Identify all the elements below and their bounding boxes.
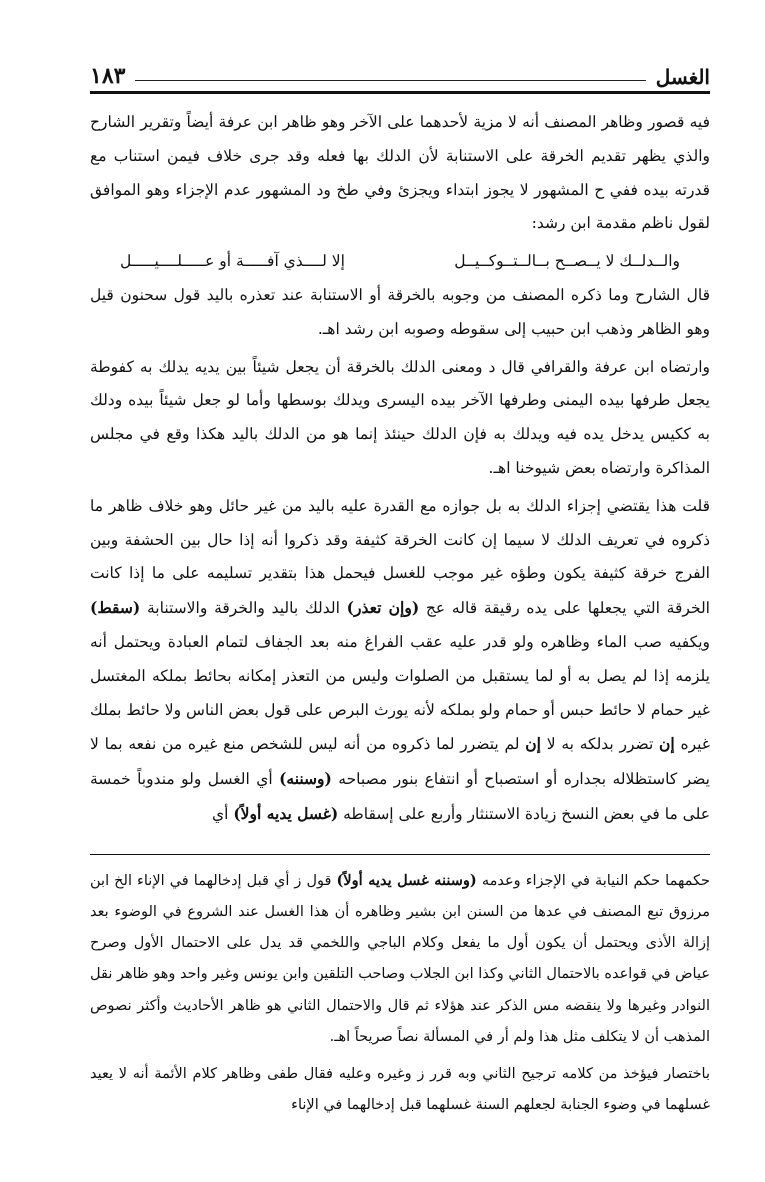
footnote-separator <box>90 854 710 855</box>
text-run: حكمهما حكم النيابة في الإجزاء وعدمه <box>481 872 710 889</box>
book-page <box>90 55 710 1127</box>
matn-phrase: (وإن تعذر) <box>346 598 420 618</box>
text-run: أي الغسل ولو مندوباً خمسة على ما في بعض النسخ زيادة الاستنثار وأربع على إسقاطه <box>90 770 710 823</box>
matn-phrase: (وسننه غسل يديه أولاً) <box>336 871 477 889</box>
text-run: ويكفيه صب الماء وظاهره ولو قدر عليه عقب الفراغ منه بعد الجفاف لتمام العبادة ويحتمل أنه يلزمه إذا لم يصل به أو لما يستقبل من الصلوات وليس من التعذر إمكانه بحائط بملكه المغتسل غير حمام لا حائط حبس أو حمام ولو بملكه لأنه يورث البرص على قول بعض الناس ولا حائط بملك غيره <box>90 632 710 754</box>
matn-phrase: إن <box>659 734 675 754</box>
footnotes <box>90 865 710 1122</box>
verse-line <box>90 245 710 279</box>
page-number: ١٨٣ <box>90 63 126 89</box>
verse-first-hemistich: والــدلــك لا يــصــح بــالــتــوكــيــل <box>454 252 680 271</box>
running-header <box>90 55 710 89</box>
header-rule <box>90 91 710 94</box>
text-run: قول ز أي قبل إدخالهما في الإناء الخ ابن مرزوق تبع المصنف في عدها من السنن ابن بشير وظاهره أن هذا الغسل عند الشروع في الوضوء بعد إزالة الأذى ويحتمل أن يكون أول ما يفعل وكلام الباجي واللخمي قد يدل على الاحتمال الأول وصرح عياض في قواعده بالاحتمال الثاني وكذا ابن الجلاب وصاحب التلقين وابن يونس وغير واحد وهو ظاهر نقل النوادر وغيرها ولا ينقضه مس الذكر عند هؤلاء ثم قال والاحتمال الثاني هو ظاهر الأحاديث وأكثر نصوص المذهب أن لا يتكلف مثل هذا ولم أر في المسألة نصاً صريحاً اهـ. <box>90 872 710 1045</box>
header-leader-line <box>135 80 645 81</box>
paragraph-1: فيه قصور وظاهر المصنف أنه لا مزية لأحدهما على الآخر وهو ظاهر ابن عرفة أيضاً وتقرير الشارح والذي يظهر تقديم الخرقة على الاستنابة لأن الدلك بها فعله وقد جرى خلاف فيمن استناب مع قدرته بيده ففي ح المشهور لا يجوز ابتداء ويجزئ وفي طخ ود المشهور عدم الإجزاء وهو الموافق لقول ناظم مقدمة ابن رشد: <box>90 113 710 233</box>
matn-phrase: (غسل يديه أولاً) <box>233 803 339 823</box>
text-run: لم يتضرر لما ذكروه من أنه ليس للشخص منع غيره من نفعه بما لا يضر كاستظلاله بجداره أو استصباح أو انتفاع بنور مصباحه <box>90 735 710 789</box>
text-run: قلت هذا يقتضي إجزاء الدلك به بل جوازه مع القدرة عليه باليد من غير حائل وهو خلاف ظاهر ما ذكروه في تعريف الدلك لا سيما إن كانت الخرقة كثيفة وقد ذكروا أنه إذا حال بين الحشفة وبين الفرج خرقة كثيفة يكون وطؤه غير موجب للغسل فيحمل هذا بتقدير تسليمه على ما إذا كانت الخرقة التي يجعلها على يده رقيقة قاله عج <box>90 496 710 618</box>
paragraph-4 <box>90 490 710 832</box>
matn-phrase: (وسننه) <box>279 769 332 789</box>
main-text <box>90 106 710 832</box>
paragraph-2: قال الشارح وما ذكره المصنف من وجوبه بالخرقة أو الاستنابة عند تعذره باليد قول سحنون قيل وهو الظاهر وذهب ابن حبيب إلى سقوطه وصوبه ابن رشد اهـ. <box>90 285 710 338</box>
matn-phrase: (سقط) <box>90 598 141 618</box>
footnote-1 <box>90 865 710 1053</box>
paragraph-3: وارتضاه ابن عرفة والقرافي قال د ومعنى الدلك بالخرقة أن يجعل شيئاً بين يديه يدلك به كفوطة يجعل طرفها بيده اليمنى وطرفها الآخر بيده اليسرى ويدلك بوسطها وأما لو جعل شيئاً بيده ودلك به ككيس يدخل يده فيه ويدلك به فإن الدلك حينئذ إنما هو من الدلك باليد هكذا وقع في مجلس المذاكرة وارتضاه بعض شيوخنا اهـ. <box>90 357 710 477</box>
footnote-2: باختصار فيؤخذ من كلامه ترجيح الثاني وبه قرر ز وغيره وعليه فقال طفى وظاهر كلام الأئمة أنه لا يعيد غسلهما في وضوء الجنابة لجعلهم السنة غسلهما قبل إدخالهما في الإناء <box>90 1065 710 1114</box>
text-run: أي <box>211 804 229 823</box>
matn-phrase: إن <box>525 734 541 754</box>
verse-second-hemistich: إلا لــــذي آفـــــة أو عـــــلــــيـــــل <box>120 252 345 271</box>
text-run: الدلك باليد والخرقة والاستنابة <box>146 599 340 618</box>
chapter-title: الغسل <box>655 65 710 89</box>
text-run: تضرر بدلكه به لا <box>546 735 654 754</box>
